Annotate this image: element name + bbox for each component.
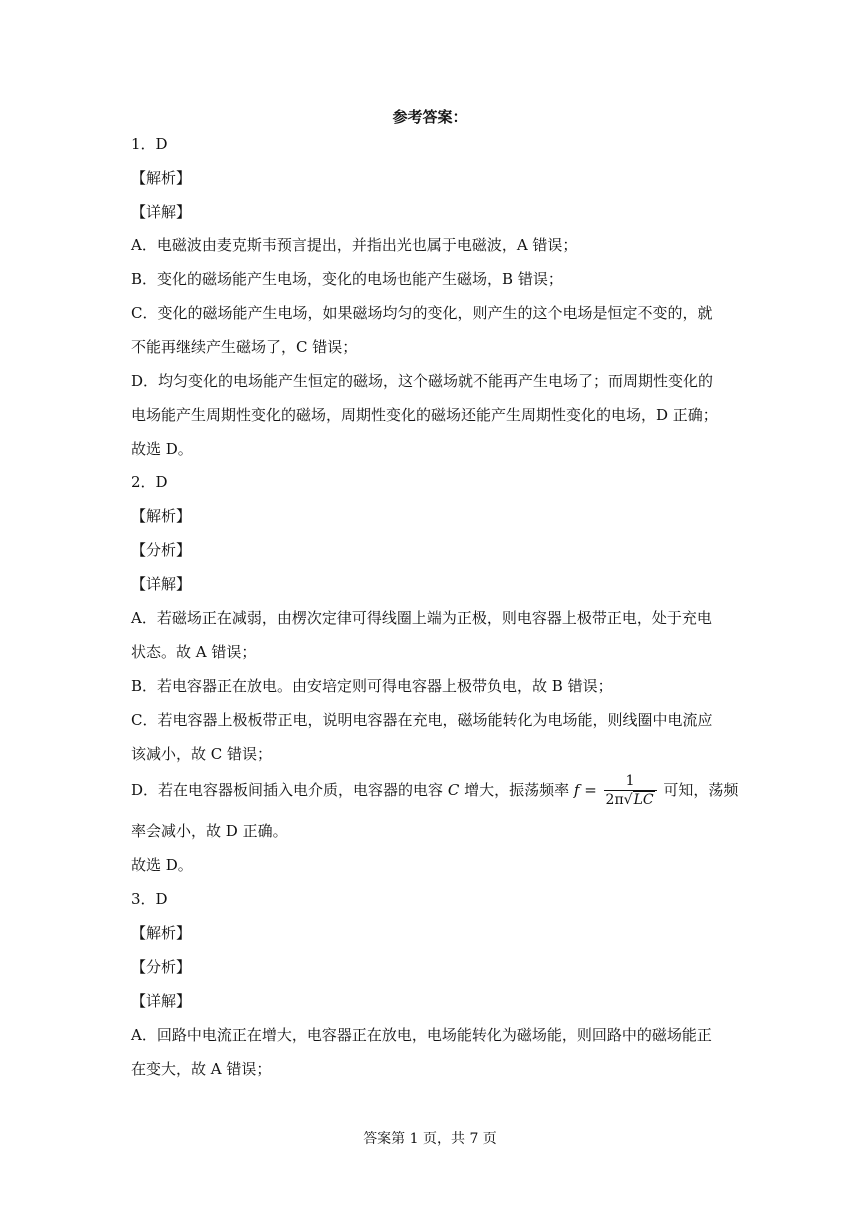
text-line: 状态。故 A 错误；: [131, 643, 257, 661]
formula-mid: 增大，振荡频率: [464, 781, 570, 799]
text-line: 电场能产生周期性变化的磁场，周期性变化的磁场还能产生周期性变化的电场，D 正确；: [131, 406, 718, 424]
text-line: 【解析】: [131, 924, 192, 942]
text-line: 3．D: [131, 890, 168, 908]
sqrt-icon: √: [623, 792, 633, 808]
text-line: 2．D: [131, 473, 168, 491]
text-line: C．若电容器上极板带正电，说明电容器在充电，磁场能转化为电场能，则线圈中电流应: [131, 711, 713, 729]
formula-line: [131, 772, 738, 809]
text-line: A．若磁场正在减弱，由楞次定律可得线圈上端为正极，则电容器上极带正电，处于充电: [131, 609, 712, 627]
text-line: 不能再继续产生磁场了，C 错误；: [131, 338, 358, 356]
frequency-eq: f =: [573, 781, 597, 799]
fraction-numerator: 1: [604, 773, 657, 791]
capacitance-var: C: [447, 781, 460, 799]
fraction-denominator: [604, 791, 657, 809]
text-line: 【详解】: [131, 992, 192, 1010]
denominator-prefix: 2π: [605, 792, 624, 808]
text-line: 【解析】: [131, 169, 192, 187]
text-line: 1．D: [131, 135, 168, 153]
text-line: 【分析】: [131, 958, 192, 976]
formula-post: 可知，荡频: [663, 781, 739, 799]
text-line: 【解析】: [131, 507, 192, 525]
page-title: 参考答案：: [392, 108, 468, 126]
text-line: B．若电容器正在放电。由安培定则可得电容器上极带负电，故 B 错误；: [131, 677, 613, 695]
text-line: 【详解】: [131, 203, 192, 221]
page-footer: 答案第 1 页，共 7 页: [363, 1131, 497, 1147]
formula-pre: D．若在电容器板间插入电介质，电容器的电容: [131, 781, 444, 799]
text-line: 在变大，故 A 错误；: [131, 1060, 272, 1078]
text-line: 故选 D。: [131, 856, 193, 874]
radicand: LC: [633, 792, 654, 808]
text-line: 该减小，故 C 错误；: [131, 745, 273, 763]
text-line: 【分析】: [131, 541, 192, 559]
text-line: D．均匀变化的电场能产生恒定的磁场，这个磁场就不能再产生电场了；而周期性变化的: [131, 372, 714, 390]
text-line: 故选 D。: [131, 440, 193, 458]
text-line: C．变化的磁场能产生电场，如果磁场均匀的变化，则产生的这个电场是恒定不变的，就: [131, 304, 713, 322]
text-line: 率会减小，故 D 正确。: [131, 822, 288, 840]
text-line: A．回路中电流正在增大，电容器正在放电，电场能转化为磁场能，则回路中的磁场能正: [131, 1026, 712, 1044]
text-line: A．电磁波由麦克斯韦预言提出，并指出光也属于电磁波，A 错误；: [131, 236, 578, 254]
frequency-fraction: [604, 773, 657, 809]
text-line: B．变化的磁场能产生电场，变化的电场也能产生磁场，B 错误；: [131, 270, 563, 288]
text-line: 【详解】: [131, 575, 192, 593]
